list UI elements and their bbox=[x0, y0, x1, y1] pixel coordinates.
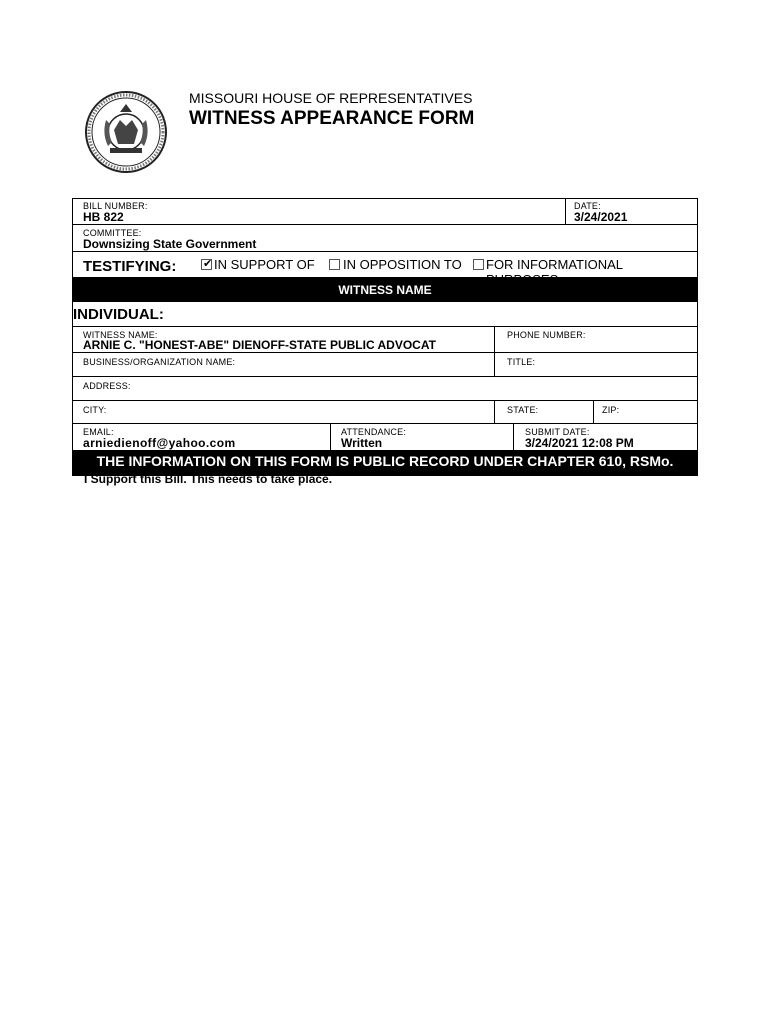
title-label: TITLE: bbox=[507, 357, 536, 367]
testifying-row bbox=[73, 252, 697, 278]
date-field[interactable] bbox=[565, 199, 697, 224]
business-row bbox=[73, 353, 697, 377]
city-label: CITY: bbox=[83, 405, 107, 415]
informational-option-label: FOR INFORMATIONAL bbox=[486, 257, 623, 272]
header-org: MISSOURI HOUSE OF REPRESENTATIVES bbox=[189, 90, 473, 106]
bill-number-label: BILL NUMBER: bbox=[83, 201, 148, 211]
submit-date-value: 3/24/2021 12:08 PM bbox=[525, 436, 634, 450]
witness-name-field[interactable] bbox=[73, 327, 494, 352]
email-value: arniedienoff@yahoo.com bbox=[83, 436, 236, 450]
title-field[interactable] bbox=[494, 353, 697, 376]
city-field[interactable] bbox=[73, 401, 494, 423]
individual-label: INDIVIDUAL: bbox=[73, 306, 164, 323]
submit-date-label: SUBMIT DATE: bbox=[525, 427, 590, 437]
city-row bbox=[73, 401, 697, 424]
phone-field[interactable] bbox=[494, 327, 697, 352]
form-title: WITNESS APPEARANCE FORM bbox=[189, 108, 475, 129]
bill-row bbox=[73, 199, 697, 225]
witness-row bbox=[73, 327, 697, 353]
check-icon: ✔ bbox=[203, 258, 213, 270]
business-label: BUSINESS/ORGANIZATION NAME: bbox=[83, 357, 236, 367]
testifying-label: TESTIFYING: bbox=[83, 258, 177, 275]
committee-value: Downsizing State Government bbox=[83, 237, 257, 251]
witness-name-value: ARNIE C. "HONEST-ABE" DIENOFF-STATE PUBLIC ADVOCAT bbox=[83, 338, 436, 352]
bill-number-value: HB 822 bbox=[83, 210, 124, 224]
state-label: STATE: bbox=[507, 405, 539, 415]
committee-label: COMMITTEE: bbox=[83, 228, 142, 238]
witness-name-label: WITNESS NAME: bbox=[83, 330, 158, 340]
committee-row[interactable] bbox=[73, 225, 697, 252]
email-field[interactable] bbox=[73, 424, 330, 450]
address-field[interactable] bbox=[73, 377, 697, 401]
state-seal-icon bbox=[84, 90, 168, 174]
witness-comment: I Support this Bill. This needs to take place. bbox=[84, 472, 333, 486]
address-label: ADDRESS: bbox=[83, 381, 131, 391]
witness-form bbox=[72, 198, 698, 476]
opposition-checkbox[interactable] bbox=[329, 259, 340, 270]
opposition-option-label: IN OPPOSITION TO bbox=[343, 257, 462, 272]
witness-name-header bbox=[73, 278, 697, 302]
informational-checkbox[interactable] bbox=[473, 259, 484, 270]
zip-field[interactable] bbox=[593, 401, 697, 423]
public-record-notice-text: THE INFORMATION ON THIS FORM IS PUBLIC RECORD UNDER CHAPTER 610, RSMo. bbox=[96, 453, 674, 469]
attendance-value: Written bbox=[341, 436, 383, 450]
attendance-field[interactable] bbox=[330, 424, 513, 450]
date-value: 3/24/2021 bbox=[574, 210, 628, 224]
zip-label: ZIP: bbox=[602, 405, 620, 415]
individual-row bbox=[73, 302, 697, 327]
email-row bbox=[73, 424, 697, 451]
phone-label: PHONE NUMBER: bbox=[507, 330, 586, 340]
bill-number-field[interactable] bbox=[73, 199, 565, 224]
business-field[interactable] bbox=[73, 353, 494, 376]
support-option-label: IN SUPPORT OF bbox=[214, 257, 315, 272]
state-field[interactable] bbox=[494, 401, 593, 423]
date-label: DATE: bbox=[574, 201, 601, 211]
witness-name-header-label: WITNESS NAME bbox=[338, 283, 432, 297]
email-label: EMAIL: bbox=[83, 427, 114, 437]
submit-date-field[interactable] bbox=[513, 424, 697, 450]
attendance-label: ATTENDANCE: bbox=[341, 427, 407, 437]
support-checkbox[interactable] bbox=[201, 259, 212, 270]
